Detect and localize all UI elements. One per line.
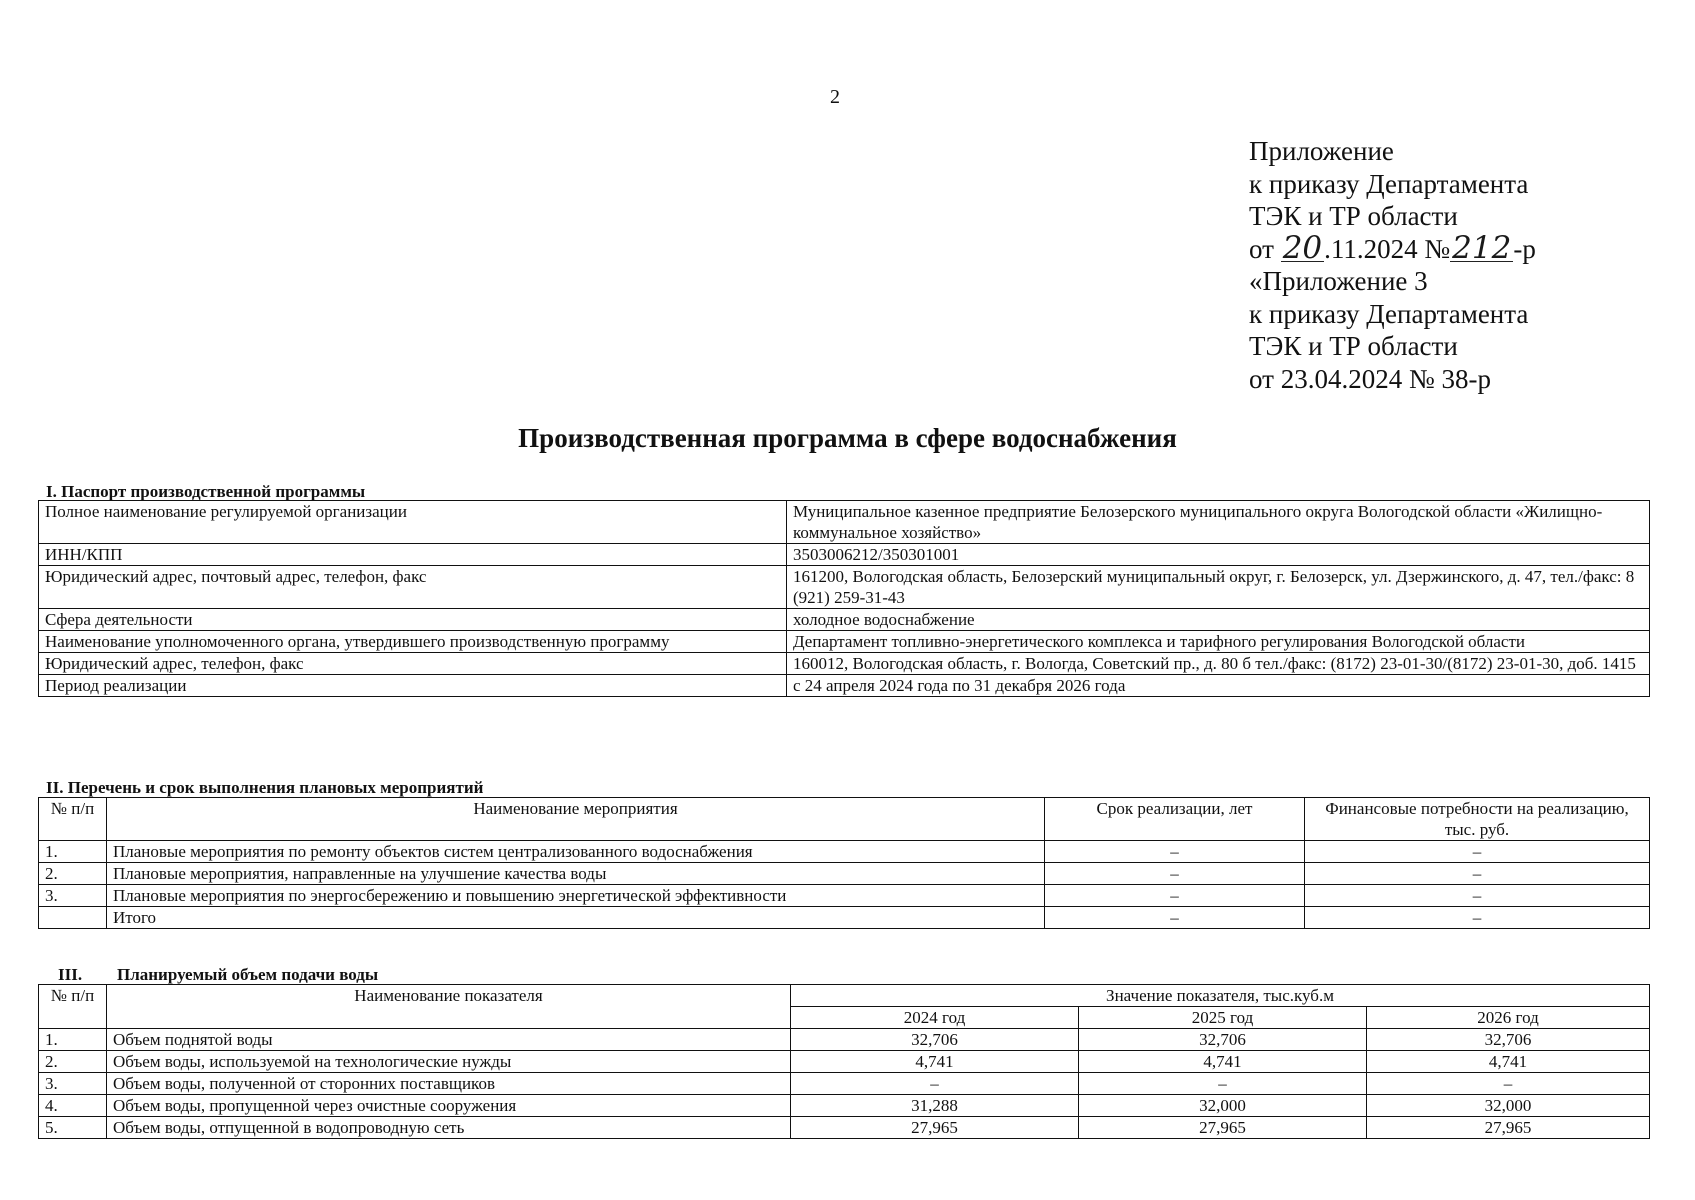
row-num: 3.	[39, 885, 107, 907]
value-2025: 4,741	[1079, 1051, 1367, 1073]
passport-label: Юридический адрес, почтовый адрес, телефон, факс	[39, 566, 787, 609]
table-row	[39, 841, 1650, 863]
handwritten-day: 20	[1282, 229, 1323, 266]
passport-label: Период реализации	[39, 675, 787, 697]
header-year-2026: 2026 год	[1367, 1007, 1650, 1029]
value-2024: 4,741	[791, 1051, 1079, 1073]
table-row	[39, 544, 1650, 566]
row-name: Плановые мероприятия, направленные на улучшение качества воды	[107, 863, 1045, 885]
passport-label: Юридический адрес, телефон, факс	[39, 653, 787, 675]
row-name: Объем воды, пропущенной через очистные сооружения	[107, 1095, 791, 1117]
table-row	[39, 1051, 1650, 1073]
row-num	[39, 907, 107, 929]
appendix-line: ТЭК и ТР области	[1249, 201, 1458, 231]
passport-value: Муниципальное казенное предприятие Белозерского муниципального округа Вологодской области «Жилищно-коммунальное хозяйство»	[787, 501, 1650, 544]
appendix-line: от 23.04.2024 № 38-р	[1249, 363, 1491, 394]
section3-number: III.	[58, 965, 83, 984]
table-row	[39, 653, 1650, 675]
value-2026: 32,000	[1367, 1095, 1650, 1117]
passport-value: 160012, Вологодская область, г. Вологда, Советский пр., д. 80 б тел./факс: (8172) 23-01-30/(8172) 23-01-30, доб. 1415	[787, 653, 1650, 675]
table-header-row	[39, 798, 1650, 841]
table-row	[39, 1073, 1650, 1095]
row-finance: –	[1305, 841, 1650, 863]
row-name: Объем поднятой воды	[107, 1029, 791, 1051]
value-2026: 32,706	[1367, 1029, 1650, 1051]
row-finance: –	[1305, 863, 1650, 885]
document-title: Производственная программа в сфере водоснабжения	[518, 423, 1177, 453]
row-name: Объем воды, отпущенной в водопроводную сеть	[107, 1117, 791, 1139]
value-2026: 4,741	[1367, 1051, 1650, 1073]
row-finance: –	[1305, 907, 1650, 929]
handwritten-number: 212	[1452, 229, 1512, 266]
passport-label: ИНН/КПП	[39, 544, 787, 566]
value-2024: 31,288	[791, 1095, 1079, 1117]
table-row	[39, 631, 1650, 653]
table-row	[39, 675, 1650, 697]
value-2024: 32,706	[791, 1029, 1079, 1051]
header-term: Срок реализации, лет	[1045, 798, 1305, 841]
appendix-order-line	[1249, 229, 1536, 266]
value-2024: 27,965	[791, 1117, 1079, 1139]
header-num: № п/п	[39, 798, 107, 841]
header-finance: Финансовые потребности на реализацию, тыс. руб.	[1305, 798, 1650, 841]
header-name: Наименование мероприятия	[107, 798, 1045, 841]
passport-value: с 24 апреля 2024 года по 31 декабря 2026 года	[787, 675, 1650, 697]
row-num: 2.	[39, 1051, 107, 1073]
appendix-line: «Приложение 3	[1249, 266, 1428, 296]
section1-title: I. Паспорт производственной программы	[46, 482, 366, 501]
order-date: .11.2024 №	[1324, 233, 1451, 264]
row-term: –	[1045, 907, 1305, 929]
appendix-line: Приложение	[1249, 136, 1394, 166]
row-name: Плановые мероприятия по энергосбережению и повышению энергетической эффективности	[107, 885, 1045, 907]
row-name: Объем воды, используемой на технологические нужды	[107, 1051, 791, 1073]
header-num: № п/п	[39, 985, 107, 1029]
value-2025: 32,000	[1079, 1095, 1367, 1117]
row-term: –	[1045, 841, 1305, 863]
row-num: 1.	[39, 841, 107, 863]
row-num: 1.	[39, 1029, 107, 1051]
table-row	[39, 566, 1650, 609]
row-name: Итого	[107, 907, 1045, 929]
header-year-2025: 2025 год	[1079, 1007, 1367, 1029]
row-term: –	[1045, 885, 1305, 907]
value-2025: 27,965	[1079, 1117, 1367, 1139]
order-prefix: от	[1249, 233, 1281, 264]
order-suffix: -р	[1513, 233, 1536, 264]
appendix-line: к приказу Департамента	[1249, 298, 1529, 329]
row-num: 5.	[39, 1117, 107, 1139]
water-volume-table	[38, 984, 1650, 1139]
header-group: Значение показателя, тыс.куб.м	[791, 985, 1650, 1007]
table-row	[39, 885, 1650, 907]
table-row	[39, 1095, 1650, 1117]
appendix-line: к приказу Департамента	[1249, 168, 1529, 199]
table-row	[39, 609, 1650, 631]
passport-value: 161200, Вологодская область, Белозерский муниципальный округ, г. Белозерск, ул. Дзержинского, д. 47, тел./факс: 8 (921) 259-31-43	[787, 566, 1650, 609]
row-name: Объем воды, полученной от сторонних поставщиков	[107, 1073, 791, 1095]
page-number: 2	[830, 86, 840, 108]
table-total-row	[39, 907, 1650, 929]
passport-label: Наименование уполномоченного органа, утвердившего производственную программу	[39, 631, 787, 653]
row-name: Плановые мероприятия по ремонту объектов систем централизованного водоснабжения	[107, 841, 1045, 863]
table-row	[39, 1029, 1650, 1051]
value-2026: –	[1367, 1073, 1650, 1095]
row-num: 3.	[39, 1073, 107, 1095]
header-year-2024: 2024 год	[791, 1007, 1079, 1029]
passport-value: 3503006212/350301001	[787, 544, 1650, 566]
passport-value: Департамент топливно-энергетического комплекса и тарифного регулирования Вологодской области	[787, 631, 1650, 653]
row-num: 4.	[39, 1095, 107, 1117]
value-2025: 32,706	[1079, 1029, 1367, 1051]
plan-table	[38, 797, 1650, 929]
table-header-row	[39, 985, 1650, 1007]
table-row	[39, 863, 1650, 885]
section2-title: II. Перечень и срок выполнения плановых мероприятий	[46, 778, 484, 797]
row-finance: –	[1305, 885, 1650, 907]
passport-label: Сфера деятельности	[39, 609, 787, 631]
header-name: Наименование показателя	[107, 985, 791, 1029]
value-2026: 27,965	[1367, 1117, 1650, 1139]
appendix-line: ТЭК и ТР области	[1249, 331, 1458, 361]
row-num: 2.	[39, 863, 107, 885]
section3-title: Планируемый объем подачи воды	[117, 965, 379, 984]
table-row	[39, 501, 1650, 544]
passport-label: Полное наименование регулируемой организации	[39, 501, 787, 544]
passport-value: холодное водоснабжение	[787, 609, 1650, 631]
appendix-block	[1249, 135, 1536, 395]
value-2025: –	[1079, 1073, 1367, 1095]
value-2024: –	[791, 1073, 1079, 1095]
passport-table	[38, 500, 1650, 697]
row-term: –	[1045, 863, 1305, 885]
table-row	[39, 1117, 1650, 1139]
